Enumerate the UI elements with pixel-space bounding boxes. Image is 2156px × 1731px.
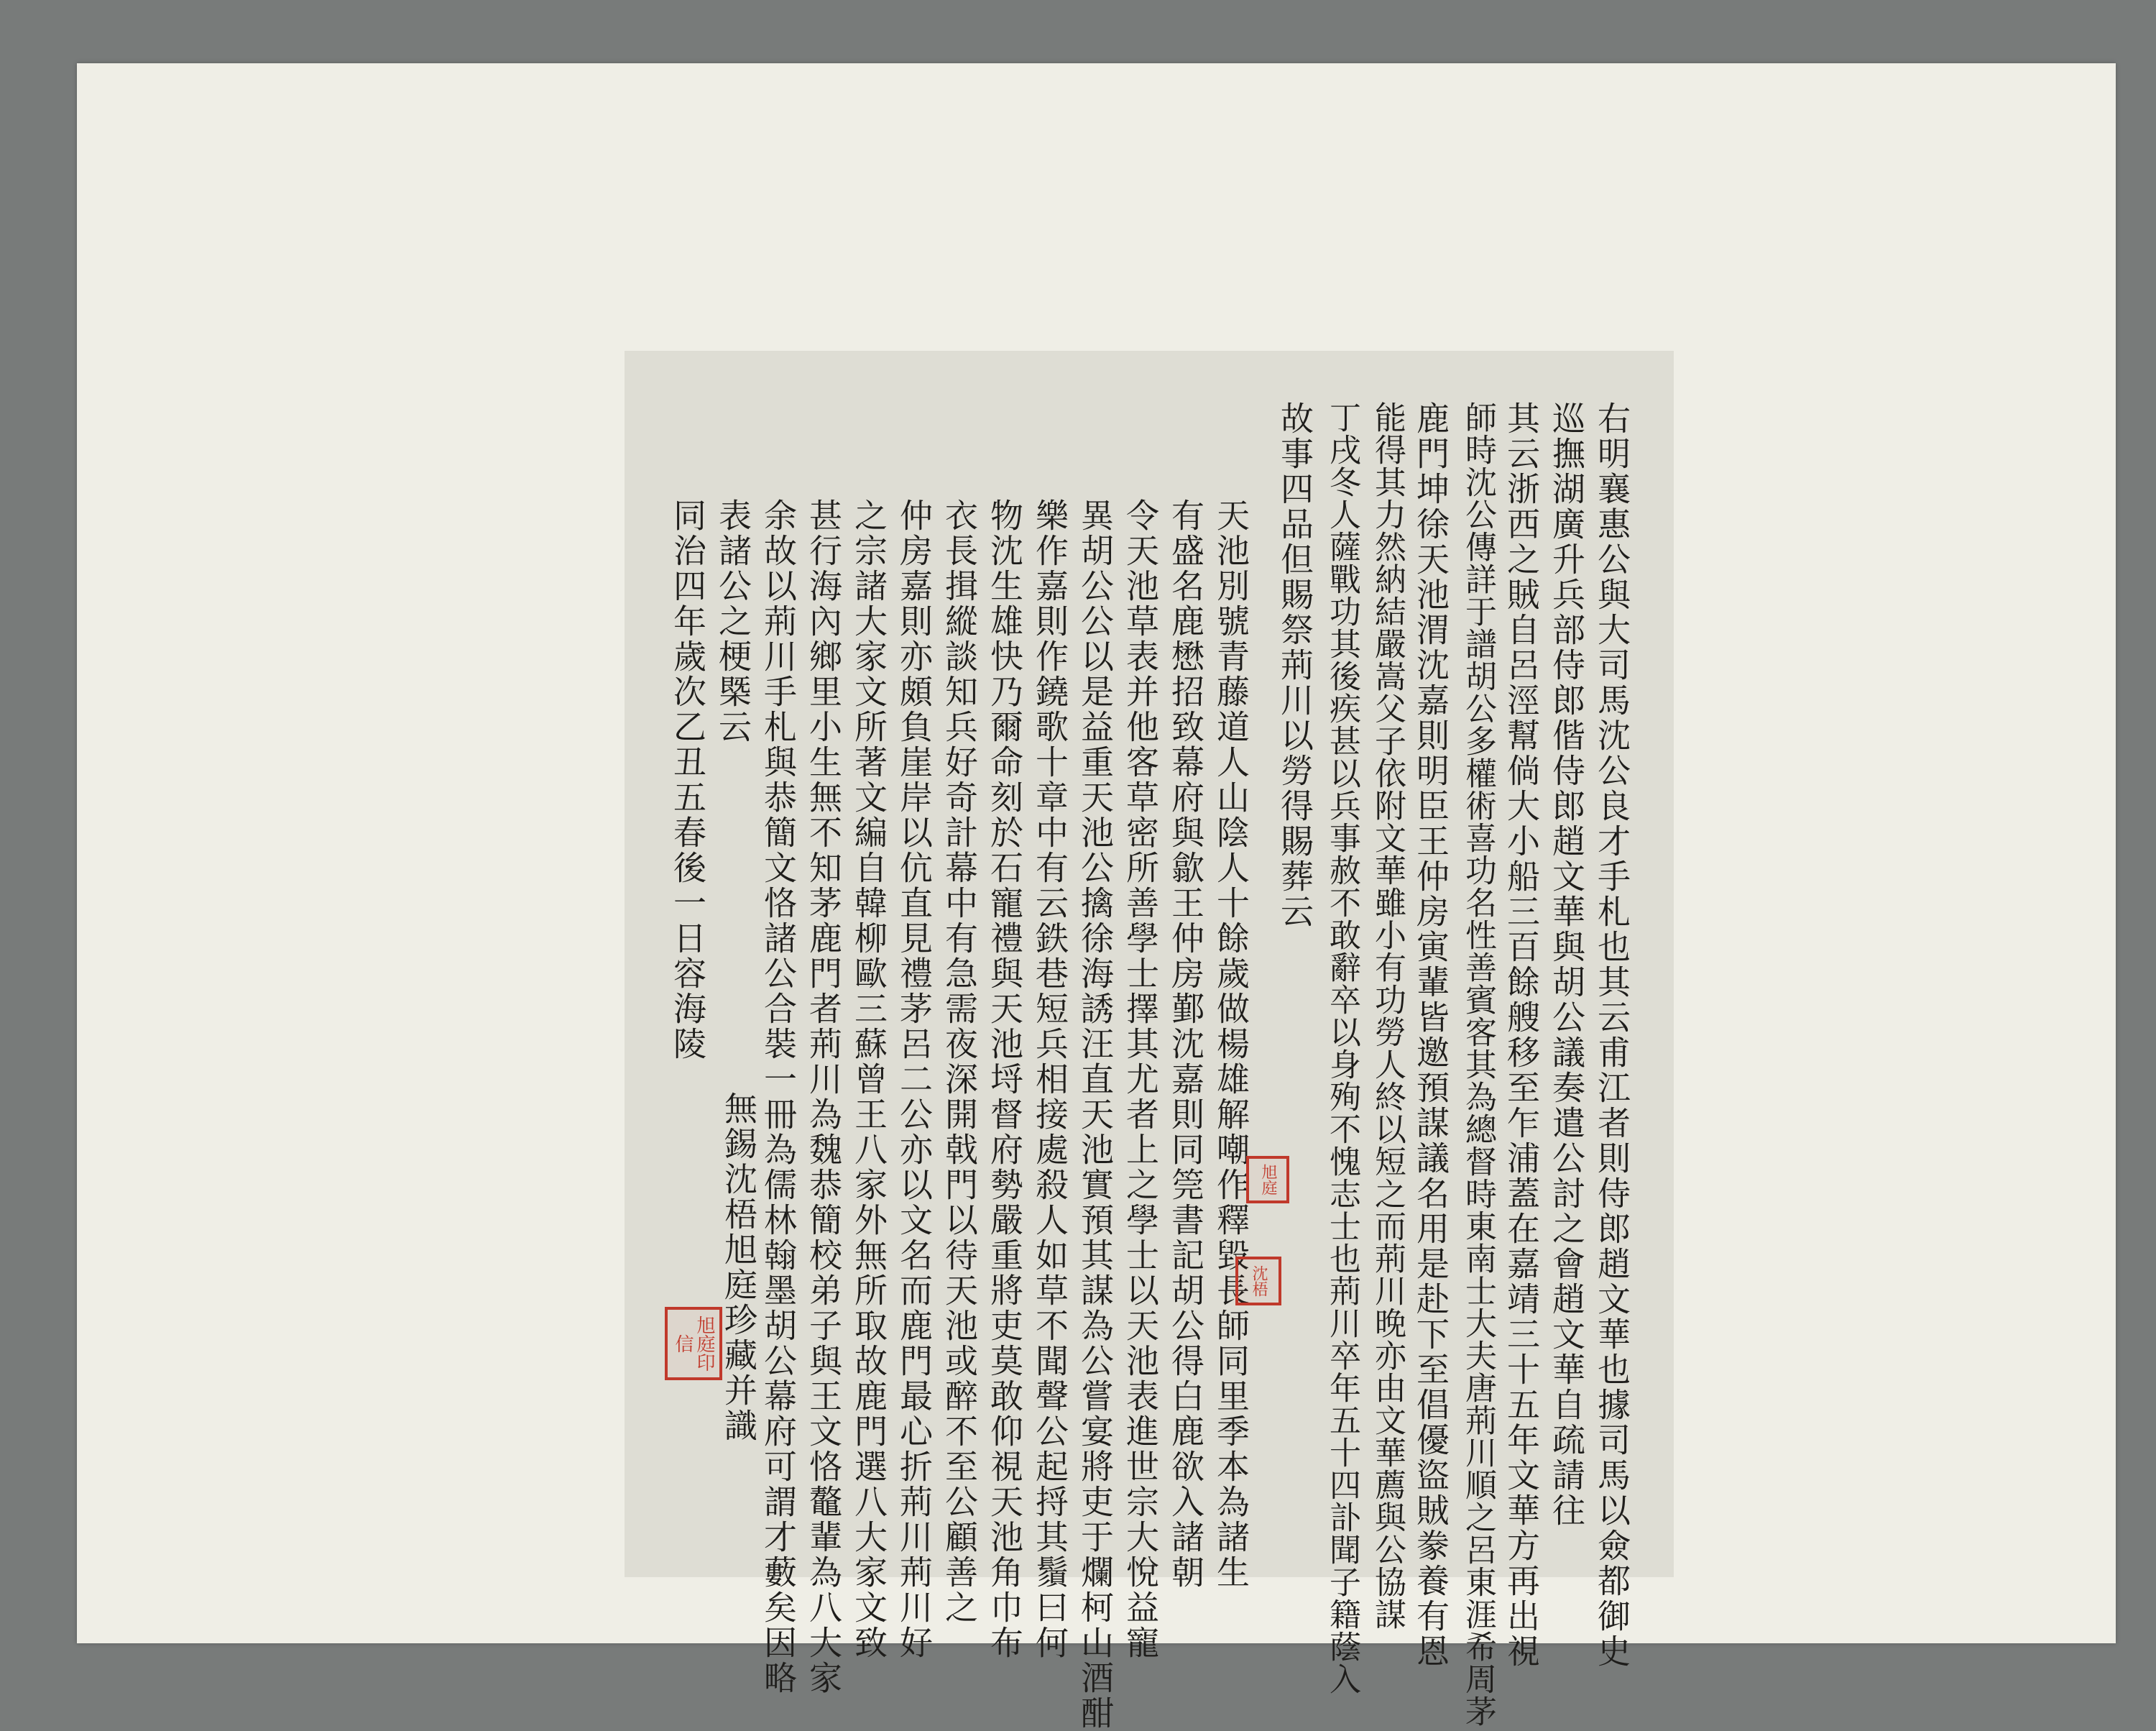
text-column-7: 丁戌冬人薩戰功其後疾甚以兵事赦不敢辭卒以身殉不愧志士也荊川卒年五十四訃聞子籍蔭入: [1324, 401, 1360, 1695]
text-column-6: 能得其力然納結嚴嵩父子依附文華雖小有功勞人終以短之而荊川晚亦由文華薦與公協謀: [1369, 401, 1406, 1630]
text-column-15: 衣長揖縱談知兵好奇計幕中有急需夜深開戟門以待天池或醉不至公顧善之: [940, 498, 979, 1625]
colophon-signature: 無錫沈梧旭庭珍藏并識: [719, 1091, 758, 1443]
text-column-16: 仲房嘉則亦頗負崖岸以伉直見禮茅呂二公亦以文名而鹿門最心折荊川荊川好: [895, 498, 934, 1661]
text-column-10: 有盛名鹿懋招致幕府與歙王仲房鄞沈嘉則同筦書記胡公得白鹿欲入諸朝: [1166, 498, 1205, 1590]
text-column-19: 余故以荊川手札與恭簡文恪諸公合裝一冊為儒林翰墨胡公幕府可謂才藪矣因略: [759, 498, 798, 1696]
text-column-9: 天池別號青藤道人山陰人十餘歲做楊雄解嘲作釋毀長師同里季本為諸生: [1212, 498, 1250, 1590]
text-column-14: 物沈生雄快乃爾命刻於石寵禮與天池埒督府勢嚴重將吏莫敢仰視天池角巾布: [985, 498, 1024, 1661]
text-column-18: 甚行海內鄉里小生無不知茅鹿門者荊川為魏恭簡校弟子與王文恪鼇輩為八大家: [804, 498, 843, 1696]
text-column-3: 其云浙西之賊自呂涇幫倘大小船三百餘艘移至乍浦蓋在嘉靖三十五年文華方再出視: [1502, 401, 1541, 1669]
text-column-17: 之宗諸大家文所著文編自韓柳歐三蘇曾王八家外無所取故鹿門選八大家文致: [849, 498, 888, 1661]
text-column-8: 故事四品但賜祭荊川以勞得賜葬云: [1276, 401, 1314, 929]
manuscript-sheet: [625, 351, 1674, 1731]
text-column-13: 樂作嘉則作鐃歌十章中有云鉄巷短兵相接處殺人如草不聞聲公起捋其鬚曰何: [1031, 498, 1069, 1661]
album-mount: [77, 63, 2116, 1731]
text-column-5: 鹿門坤徐天池渭沈嘉則明臣王仲房寅輩皆邀預謀議名用是赴下至倡優盜賊豢養有恩: [1411, 401, 1450, 1669]
text-column-20: 表諸公之梗槩云: [714, 498, 752, 745]
seal-1: 旭庭: [1246, 1156, 1289, 1203]
seal-2: 沈梧: [1235, 1257, 1281, 1305]
text-column-1: 右明襄惠公與大司馬沈公良才手札也其云甫江者則侍郎趙文華也據司馬以僉都御史: [1593, 401, 1631, 1669]
text-column-4: 師時沈公傳詳于譜胡公多權術喜功名性善賓客其為總督時東南士大夫唐荊川順之呂東涯希周茅: [1460, 401, 1496, 1727]
colophon-date: 同治四年歲次乙丑五春後一日容海陵: [668, 498, 707, 1062]
text-column-2: 巡撫湖廣升兵部侍郎偕侍郎趙文華與胡公議奏遣公討之會趙文華自疏請往: [1547, 401, 1586, 1528]
seal-3: 旭庭印信: [665, 1307, 722, 1380]
text-column-11: 令天池草表并他客草密所善學士擇其尤者上之學士以天池表進世宗大悅益寵: [1121, 498, 1160, 1661]
text-column-12: 異胡公公以是益重天池公擒徐海誘汪直天池實預其謀為公嘗宴將吏于爛柯山酒酣: [1076, 498, 1115, 1731]
